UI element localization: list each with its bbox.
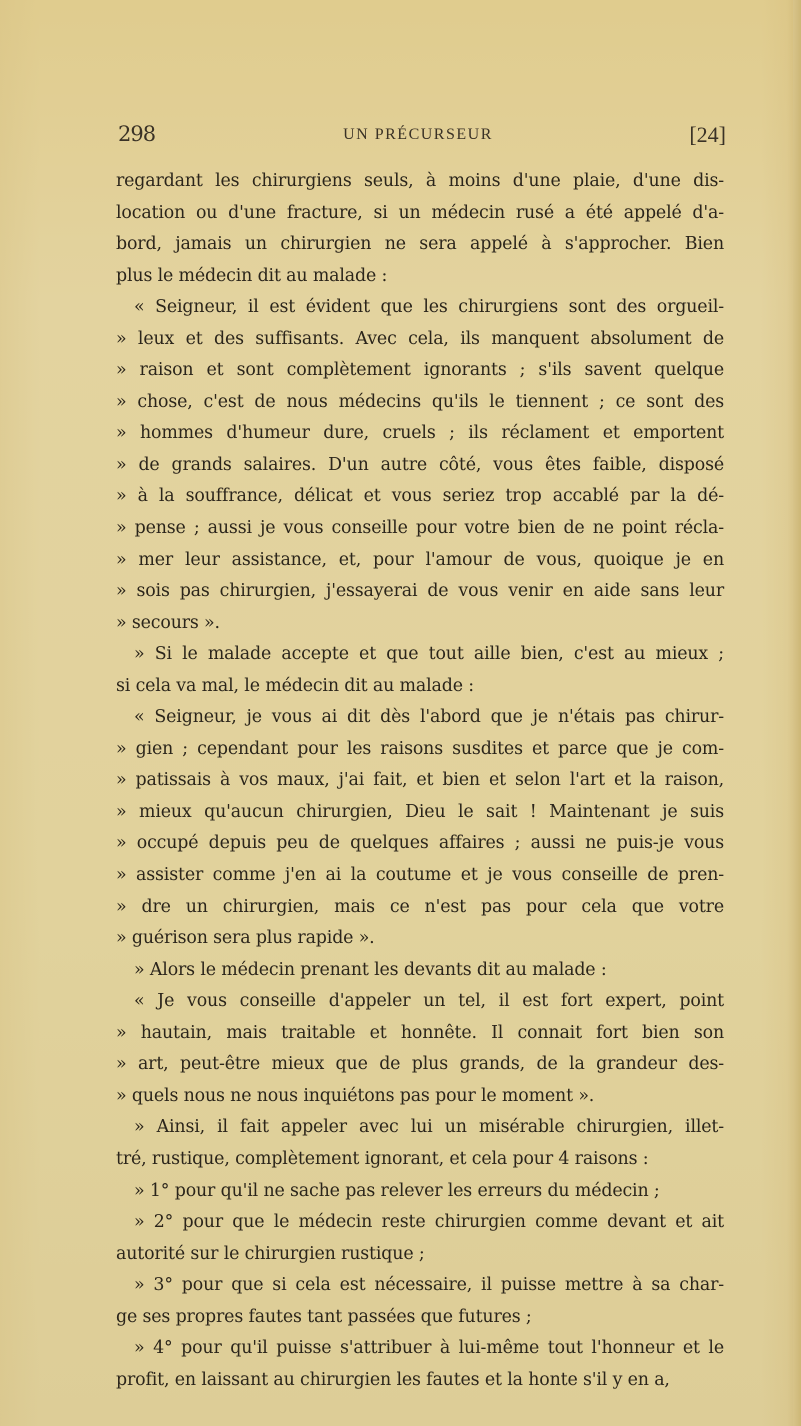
text-line: » quels nous ne nous inquiétons pas pour le moment ». [116,1085,595,1106]
blank-page-bottom [0,1200,801,1426]
text-line: » dre un chirurgien, mais ce n'est pas pour cela que votre [116,896,724,917]
text-line: bord, jamais un chirurgien ne sera appelé à s'approcher. Bien [116,234,724,255]
text-line: » mer leur assistance, et, pour l'amour de vous, quoique je en [116,549,724,570]
text-line: » assister comme j'en ai la coutume et je vous conseille de pren- [116,865,724,886]
page-number: 298 [118,122,156,146]
text-line: » hommes d'humeur dure, cruels ; ils réclament et emportent [116,423,724,444]
text-line: » Alors le médecin prenant les devants dit au malade : [134,959,607,980]
text-line: « Je vous conseille d'appeler un tel, il est fort expert, point [134,991,724,1012]
running-head [110,122,726,158]
text-line: » mieux qu'aucun chirurgien, Dieu le sait ! Maintenant je suis [116,801,724,822]
text-line: » 3° pour que si cela est nécessaire, il puisse mettre à sa char- [134,1275,724,1296]
text-line: » occupé depuis peu de quelques affaires ; aussi ne puis-je vous [116,833,724,854]
text-line: » 2° pour que le médecin reste chirurgien comme devant et ait [134,1212,724,1233]
section-number: [24] [689,122,726,147]
text-line: » hautain, mais traitable et honnête. Il connait fort bien son [116,1022,724,1043]
text-line: si cela va mal, le médecin dit au malade : [116,675,474,696]
text-line: tré, rustique, complètement ignorant, et cela pour 4 raisons : [116,1148,649,1169]
text-line: » à la souffrance, délicat et vous seriez trop accablé par la dé- [116,486,724,507]
text-line: « Seigneur, il est évident que les chirurgiens sont des orgueil- [134,297,724,318]
text-line: regardant les chirurgiens seuls, à moins d'une plaie, d'une dis- [116,171,724,191]
text-line: » guérison sera plus rapide ». [116,928,375,949]
text-line: » secours ». [116,612,220,633]
text-line: » gien ; cependant pour les raisons susdites et parce que je com- [116,738,724,759]
text-line: » Ainsi, il fait appeler avec lui un misérable chirurgien, illet- [134,1117,724,1138]
text-line: » pense ; aussi je vous conseille pour votre bien de ne point récla- [116,518,724,539]
text-line: » patissais à vos maux, j'ai fait, et bien et selon l'art et la raison, [116,770,724,791]
text-line: location ou d'une fracture, si un médecin rusé a été appelé d'a- [116,202,724,223]
text-line: ge ses propres fautes tant passées que futures ; [116,1306,532,1327]
text-line: profit, en laissant au chirurgien les fautes et la honte s'il y en a, [116,1369,670,1390]
text-line: » art, peut-être mieux que de plus grands, de la grandeur des- [116,1054,724,1075]
text-line: autorité sur le chirurgien rustique ; [116,1243,425,1264]
text-line: plus le médecin dit au malade : [116,265,388,286]
text-line: » 4° pour qu'il puisse s'attribuer à lui-même tout l'honneur et le [134,1338,724,1359]
text-line: « Seigneur, je vous ai dit dès l'abord que je n'étais pas chirur- [134,707,724,728]
text-line: » de grands salaires. D'un autre côté, vous êtes faible, disposé [116,454,724,475]
text-line: » 1° pour qu'il ne sache pas relever les erreurs du médecin ; [134,1180,660,1201]
text-line: » chose, c'est de nous médecins qu'ils le tiennent ; ce sont des [116,391,724,412]
text-line: » leux et des suffisants. Avec cela, ils manquent absolument de [116,328,724,349]
text-line: » raison et sont complètement ignorants ; s'ils savent quelque [116,360,724,381]
text-line: » sois pas chirurgien, j'essayerai de vous venir en aide sans leur [116,581,724,602]
running-title: UN PRÉCURSEUR [343,126,493,143]
text-line: » Si le malade accepte et que tout aille bien, c'est au mieux ; [134,644,724,665]
